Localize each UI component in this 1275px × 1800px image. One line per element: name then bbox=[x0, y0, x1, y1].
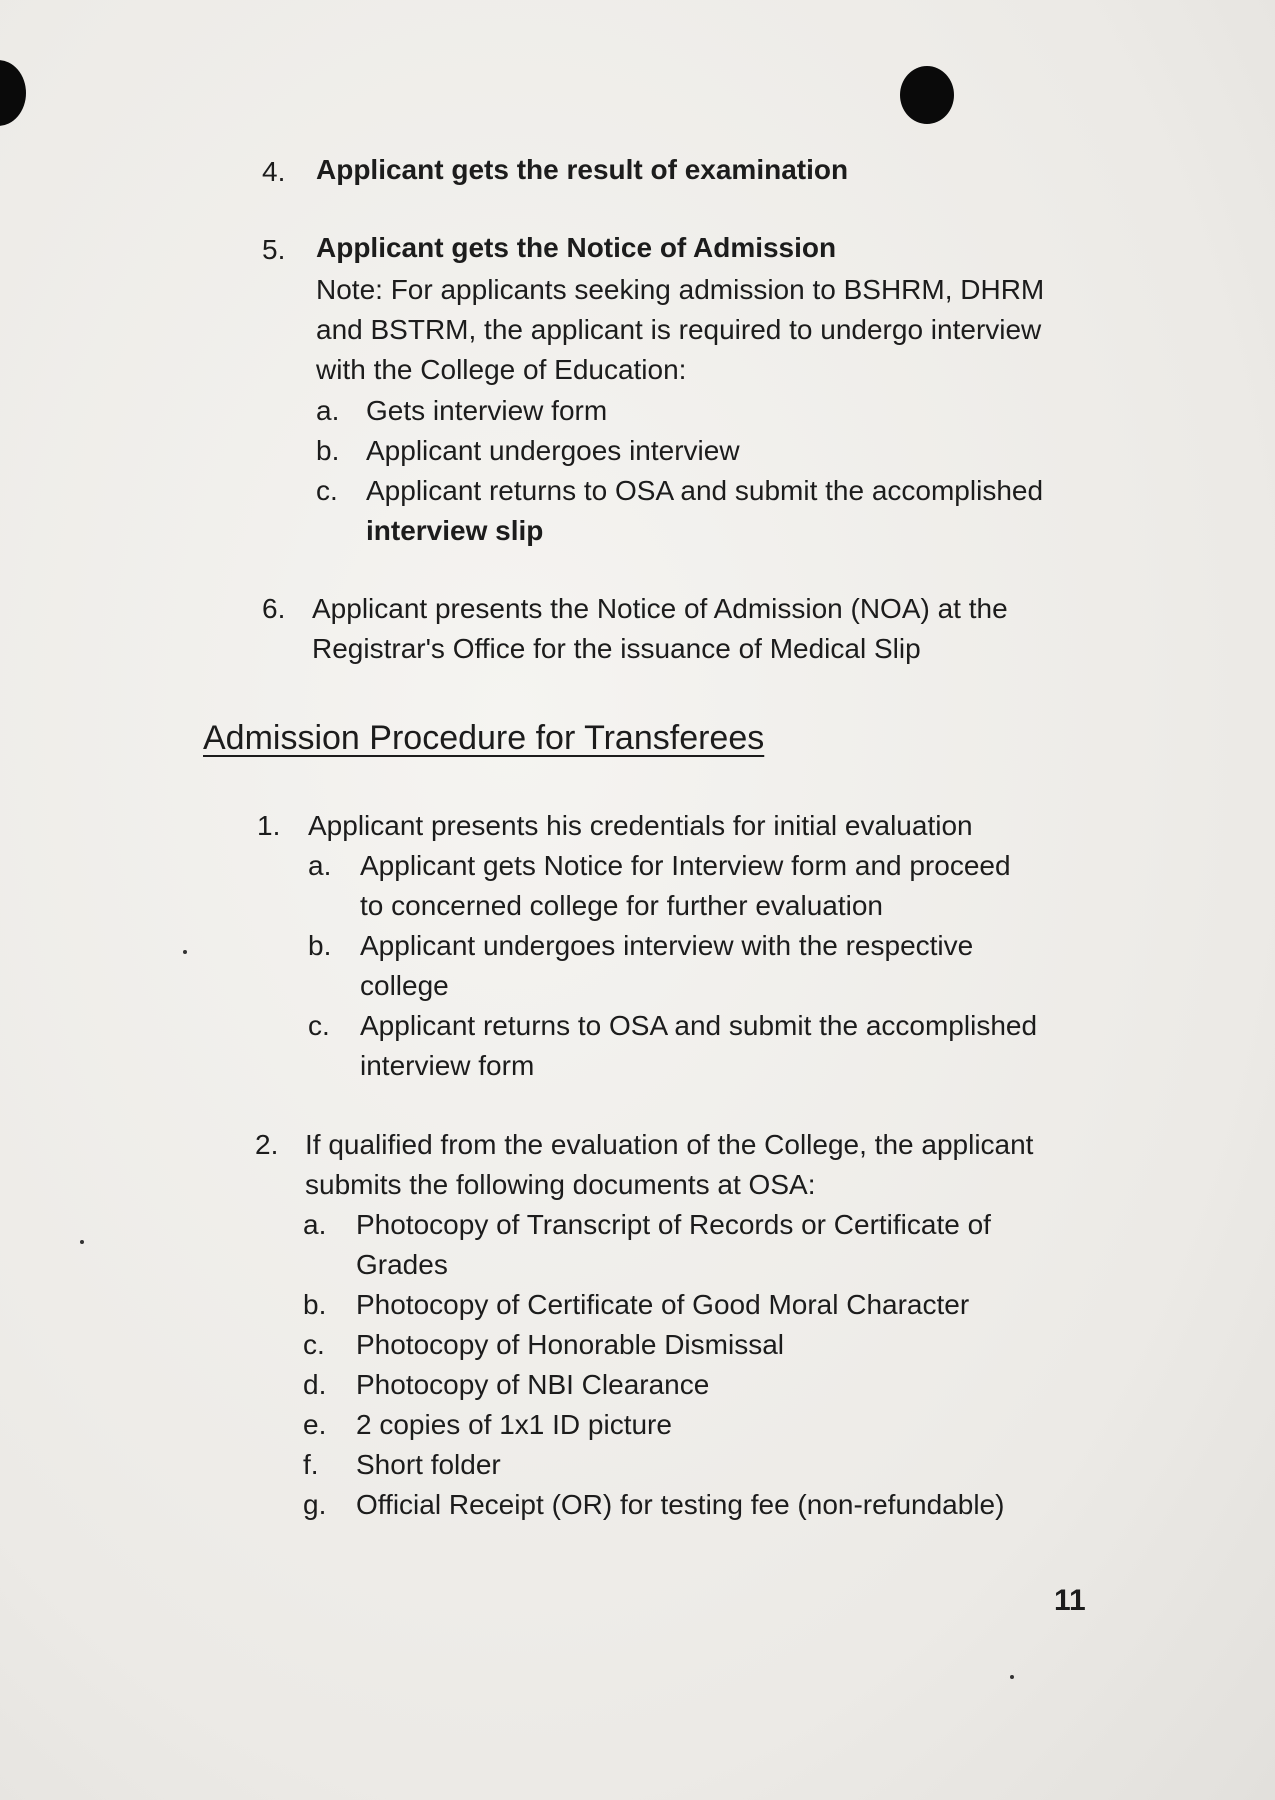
sub-item: Applicant gets Notice for Interview form and proceed bbox=[360, 850, 1011, 881]
sub-item: Applicant returns to OSA and submit the accomplished bbox=[366, 475, 1044, 506]
sub-item: Short folder bbox=[356, 1449, 501, 1480]
sub-letter: b. bbox=[316, 435, 340, 466]
step-number: 1. bbox=[257, 810, 281, 841]
sub-item: Applicant returns to OSA and submit the accomplished bbox=[360, 1010, 1038, 1041]
step-text: Registrar's Office for the issuance of Medical Slip bbox=[312, 633, 921, 664]
scan-speck bbox=[183, 950, 187, 954]
step-title: Applicant presents his credentials for initial evaluation bbox=[308, 810, 973, 841]
sub-letter: f. bbox=[303, 1449, 319, 1480]
note-line: and BSTRM, the applicant is required to undergo interview bbox=[316, 314, 1042, 345]
punch-hole-left bbox=[0, 60, 26, 126]
sub-letter: a. bbox=[308, 850, 332, 881]
punch-hole-right bbox=[900, 66, 954, 124]
step-number: 2. bbox=[255, 1129, 279, 1160]
step-text: submits the following documents at OSA: bbox=[305, 1169, 816, 1200]
sub-letter: a. bbox=[303, 1209, 327, 1240]
sub-letter: d. bbox=[303, 1369, 327, 1400]
sub-letter: e. bbox=[303, 1409, 327, 1440]
sub-item: college bbox=[360, 970, 449, 1001]
page-number: 11 bbox=[1054, 1584, 1086, 1617]
scan-speck bbox=[1010, 1675, 1014, 1679]
step-number: 6. bbox=[262, 593, 286, 624]
sub-letter: c. bbox=[303, 1329, 325, 1360]
note-line: Note: For applicants seeking admission to BSHRM, DHRM bbox=[316, 274, 1045, 305]
step-number: 4. bbox=[262, 156, 286, 187]
step-number: 5. bbox=[262, 234, 286, 265]
section-heading: Admission Procedure for Transferees bbox=[203, 719, 765, 757]
sub-item: to concerned college for further evaluation bbox=[360, 890, 883, 921]
sub-item: Gets interview form bbox=[366, 395, 608, 426]
step-text: Applicant presents the Notice of Admission (NOA) at the bbox=[312, 593, 1008, 624]
sub-letter: c. bbox=[308, 1010, 330, 1041]
step-text: If qualified from the evaluation of the College, the applicant bbox=[305, 1129, 1034, 1160]
sub-item: Grades bbox=[356, 1249, 448, 1280]
sub-letter: g. bbox=[303, 1489, 327, 1520]
scan-speck bbox=[80, 1240, 84, 1244]
sub-item: interview slip bbox=[366, 515, 544, 546]
sub-item: Photocopy of Certificate of Good Moral Character bbox=[356, 1289, 970, 1320]
sub-item: Official Receipt (OR) for testing fee (non-refundable) bbox=[356, 1489, 1005, 1520]
sub-item: Photocopy of NBI Clearance bbox=[356, 1369, 710, 1400]
sub-item: Photocopy of Transcript of Records or Certificate of bbox=[356, 1209, 991, 1240]
sub-item: Applicant undergoes interview bbox=[366, 435, 740, 466]
sub-item: interview form bbox=[360, 1050, 535, 1081]
step-title: Applicant gets the result of examination bbox=[316, 154, 849, 185]
step-title: Applicant gets the Notice of Admission bbox=[316, 232, 837, 263]
note-line: with the College of Education: bbox=[316, 354, 687, 385]
sub-item: 2 copies of 1x1 ID picture bbox=[356, 1409, 672, 1440]
sub-item: Photocopy of Honorable Dismissal bbox=[356, 1329, 784, 1360]
sub-letter: a. bbox=[316, 395, 340, 426]
sub-letter: c. bbox=[316, 475, 338, 506]
sub-item: Applicant undergoes interview with the respective bbox=[360, 930, 974, 961]
sub-letter: b. bbox=[308, 930, 332, 961]
sub-letter: b. bbox=[303, 1289, 327, 1320]
